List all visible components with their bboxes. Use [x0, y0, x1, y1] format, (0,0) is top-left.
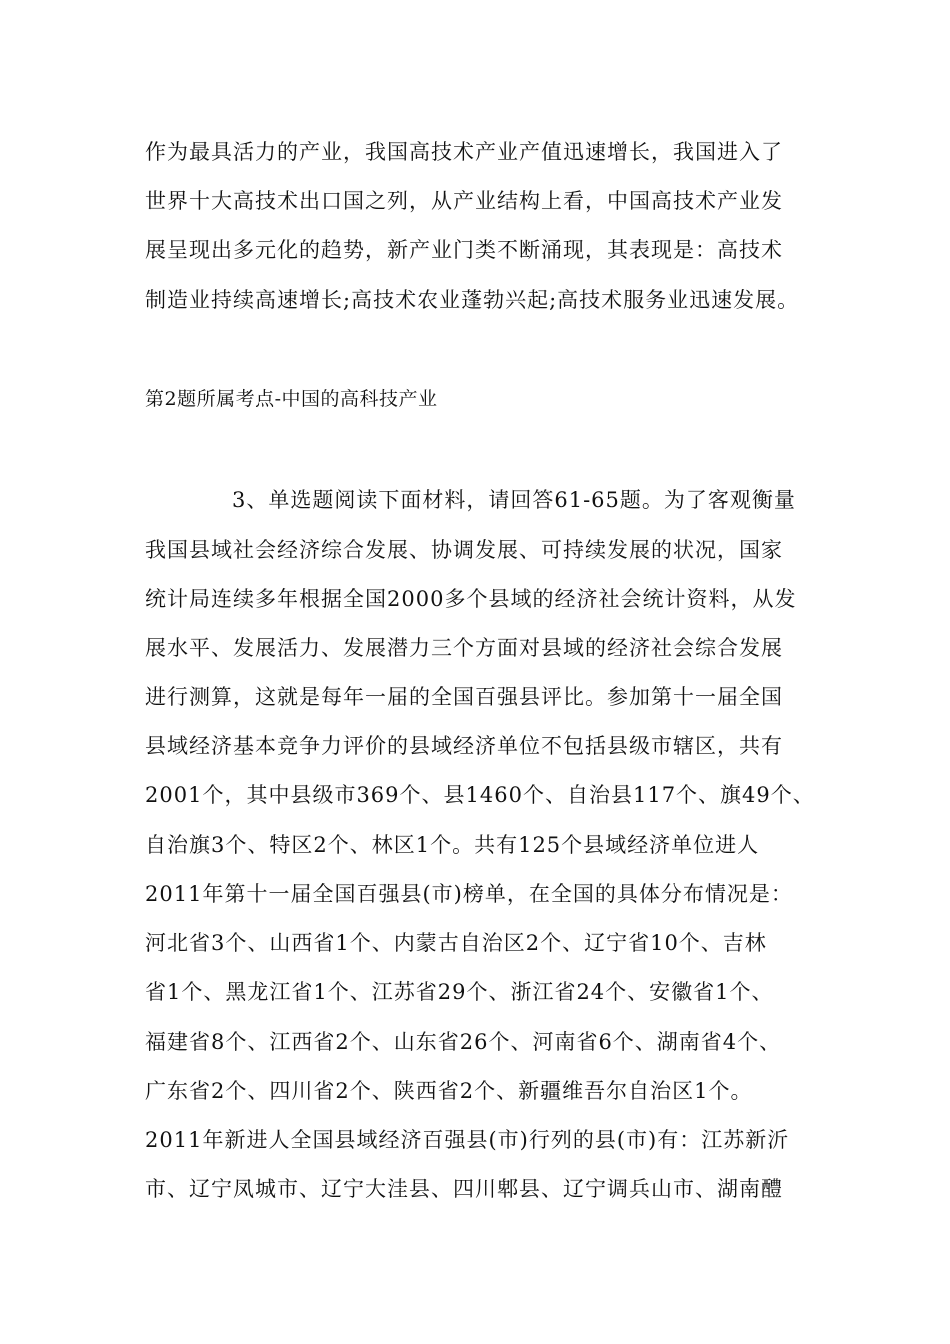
paragraph-2-line-1: 3、单选题阅读下面材料，请回答61-65题。为了客观衡量: [232, 488, 796, 512]
paragraph-2-line-15: 市、辽宁凤城市、辽宁大洼县、四川郫县、辽宁调兵山市、湖南醴: [145, 1177, 783, 1201]
paragraph-2-line-8: 自治旗3个、特区2个、林区1个。共有125个县域经济单位进人: [145, 833, 760, 857]
paragraph-2-line-4: 展水平、发展活力、发展潜力三个方面对县域的经济社会综合发展: [145, 636, 783, 660]
paragraph-1-line-3: 展呈现出多元化的趋势，新产业门类不断涌现，其表现是：高技术: [145, 238, 783, 262]
paragraph-2-line-3: 统计局连续多年根据全国2000多个县域的经济社会统计资料，从发: [145, 587, 797, 611]
paragraph-2-line-11: 省1个、黑龙江省1个、江苏省29个、浙江省24个、安徽省1个、: [145, 980, 774, 1004]
paragraph-2-line-2: 我国县域社会经济综合发展、协调发展、可持续发展的状况，国家: [145, 538, 783, 562]
paragraph-2-line-14: 2011年新进人全国县域经济百强县(市)行列的县(市)有：江苏新沂: [145, 1128, 790, 1152]
paragraph-1-line-2: 世界十大高技术出口国之列，从产业结构上看，中国高技术产业发: [145, 189, 783, 213]
paragraph-1-line-1: 作为最具活力的产业，我国高技术产业产值迅速增长，我国进入了: [145, 140, 783, 164]
paragraph-2-line-13: 广东省2个、四川省2个、陕西省2个、新疆维吾尔自治区1个。: [145, 1079, 753, 1103]
paragraph-2-line-7: 2001个，其中县级市369个、县1460个、自治县117个、旗49个、: [145, 783, 815, 807]
paragraph-2-line-9: 2011年第十一届全国百强县(市)榜单，在全国的具体分布情况是：: [145, 882, 793, 906]
paragraph-2-line-6: 县域经济基本竞争力评价的县域经济单位不包括县级市辖区，共有: [145, 734, 783, 758]
paragraph-2-line-5: 进行测算，这就是每年一届的全国百强县评比。参加第十一届全国: [145, 685, 783, 709]
section-heading: 第2题所属考点-中国的高科技产业: [145, 388, 438, 410]
paragraph-1-line-4: 制造业持续高速增长;高技术农业蓬勃兴起;高技术服务业迅速发展。: [145, 288, 800, 312]
paragraph-2-line-12: 福建省8个、江西省2个、山东省26个、河南省6个、湖南省4个、: [145, 1030, 782, 1054]
paragraph-2-line-10: 河北省3个、山西省1个、内蒙古自治区2个、辽宁省10个、吉林: [145, 931, 767, 955]
